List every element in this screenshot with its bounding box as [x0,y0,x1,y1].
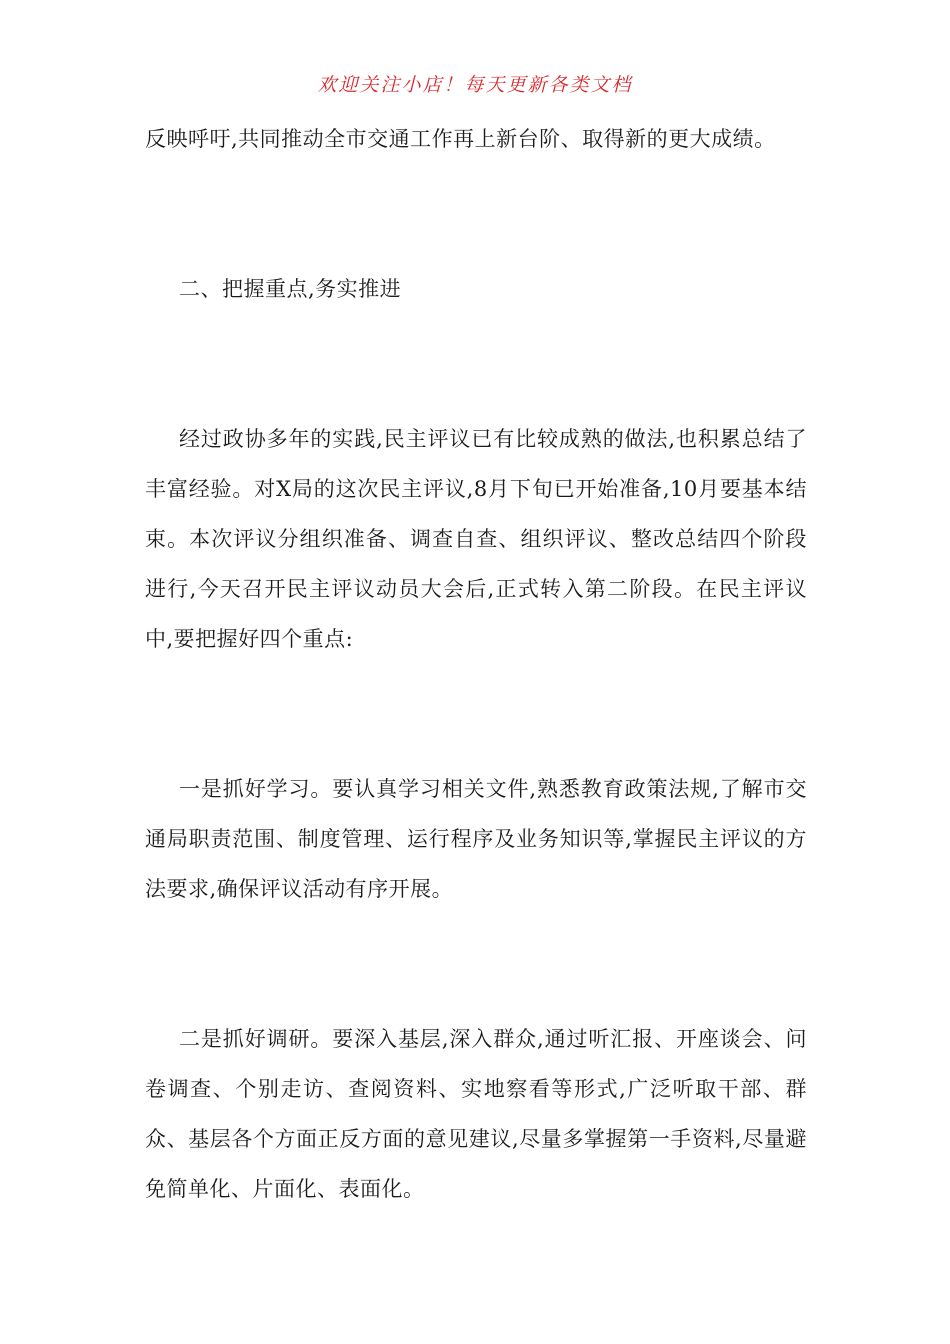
paragraph-gap [145,914,807,1014]
paragraph-practice: 经过政协多年的实践,民主评议已有比较成熟的做法,也积累总结了丰富经验。对X局的这次民主评议,8月下旬已开始准备,10月要基本结束。本次评议分组织准备、调查自查、组织评议、整改总结四个阶段进行,今天召开民主评议动员大会后,正式转入第二阶段。在民主评议中,要把握好四个重点: [145,427,807,651]
document-body [145,114,807,1214]
paragraph-study: 一是抓好学习。要认真学习相关文件,熟悉教育政策法规,了解市交通局职责范围、制度管理、运行程序及业务知识等,掌握民主评议的方法要求,确保评议活动有序开展。 [145,777,807,901]
paragraph-gap [145,664,807,764]
section-heading: 二、把握重点,务实推进 [179,277,402,301]
shop-banner: 欢迎关注小店！每天更新各类文档 [317,74,633,96]
paragraph-gap [145,314,807,414]
paragraph-continuation: 反映呼吁,共同推动全市交通工作再上新台阶、取得新的更大成绩。 [145,127,776,151]
paragraph-gap [145,164,807,264]
paragraph-research: 二是抓好调研。要深入基层,深入群众,通过听汇报、开座谈会、问卷调查、个别走访、查阅资料、实地察看等形式,广泛听取干部、群众、基层各个方面正反方面的意见建议,尽量多掌握第一手资料,尽量避免简单化、片面化、表面化。 [145,1027,807,1201]
